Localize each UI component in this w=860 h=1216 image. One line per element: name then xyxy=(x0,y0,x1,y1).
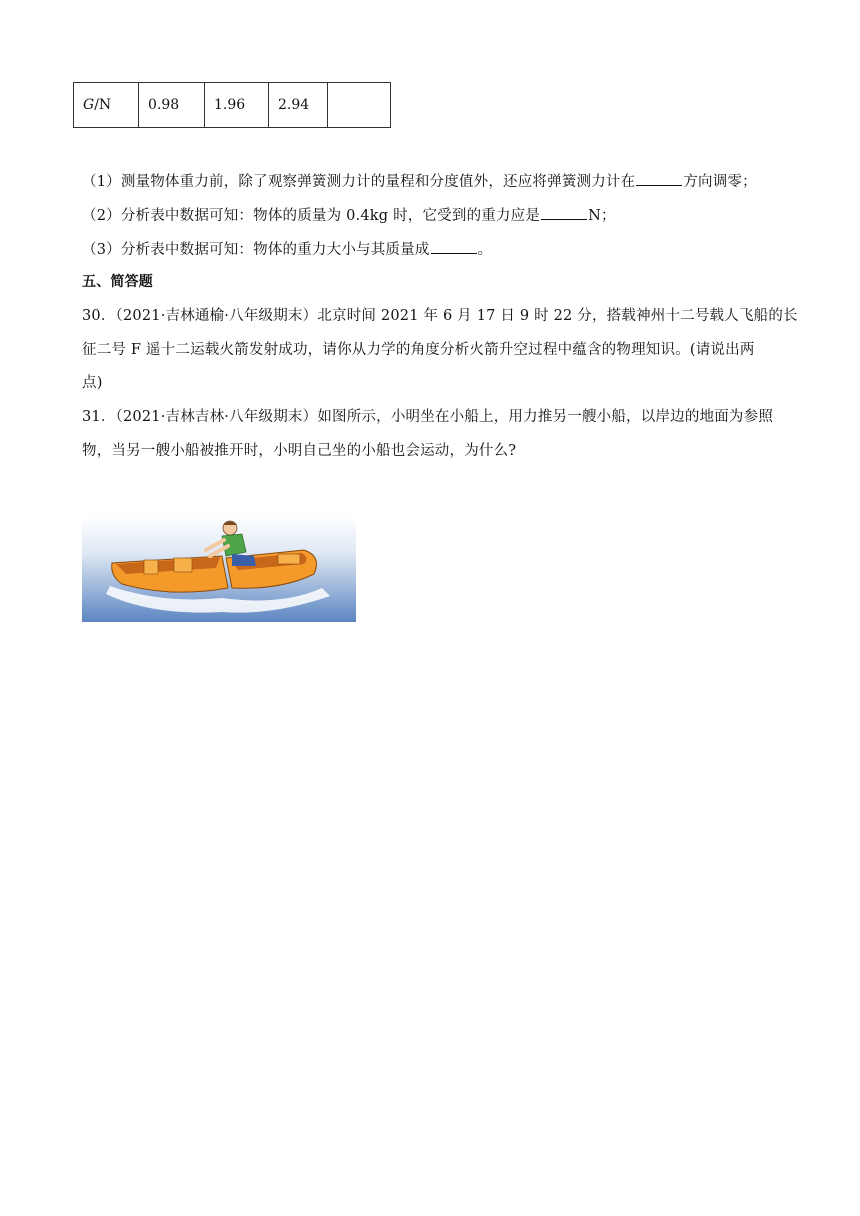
question-2: （2）分析表中数据可知：物体的质量为 0.4kg 时，它受到的重力应是 N； xyxy=(82,205,616,226)
answer-blank xyxy=(636,171,682,186)
boat-push-illustration xyxy=(82,516,356,622)
table-cell: 0.98 xyxy=(139,83,205,128)
question-3: （3）分析表中数据可知：物体的重力大小与其质量成 。 xyxy=(82,239,492,260)
question-31-line-1: 31．（2021·吉林吉林·八年级期末）如图所示，小明坐在小船上，用力推另一艘小船，以岸边的地面为参照 xyxy=(82,409,774,425)
answer-blank xyxy=(541,205,587,220)
question-1: （1）测量物体重力前，除了观察弹簧测力计的量程和分度值外，还应将弹簧测力计在 方向调零； xyxy=(82,171,757,192)
question-30-line-3: 点) xyxy=(82,375,103,391)
answer-blank xyxy=(431,239,477,254)
table-cell: 2.94 xyxy=(269,83,328,128)
question-31-line-2: 物，当另一艘小船被推开时，小明自己坐的小船也会运动，为什么? xyxy=(82,443,517,459)
gravity-data-table xyxy=(73,82,391,128)
question-30-line-1: 30．（2021·吉林通榆·八年级期末）北京时间 2021 年 6 月 17 日 9 时 22 分，搭载神州十二号载人飞船的长 xyxy=(82,308,798,324)
question-30-line-2: 征二号 F 遥十二运载火箭发射成功，请你从力学的角度分析火箭升空过程中蕴含的物理知识。(请说出两 xyxy=(82,342,755,358)
table-row xyxy=(74,83,391,128)
table-row-label: G/N xyxy=(74,83,139,128)
table-cell-empty xyxy=(328,83,391,128)
table-cell: 1.96 xyxy=(205,83,269,128)
section-heading: 五、简答题 xyxy=(82,274,153,290)
